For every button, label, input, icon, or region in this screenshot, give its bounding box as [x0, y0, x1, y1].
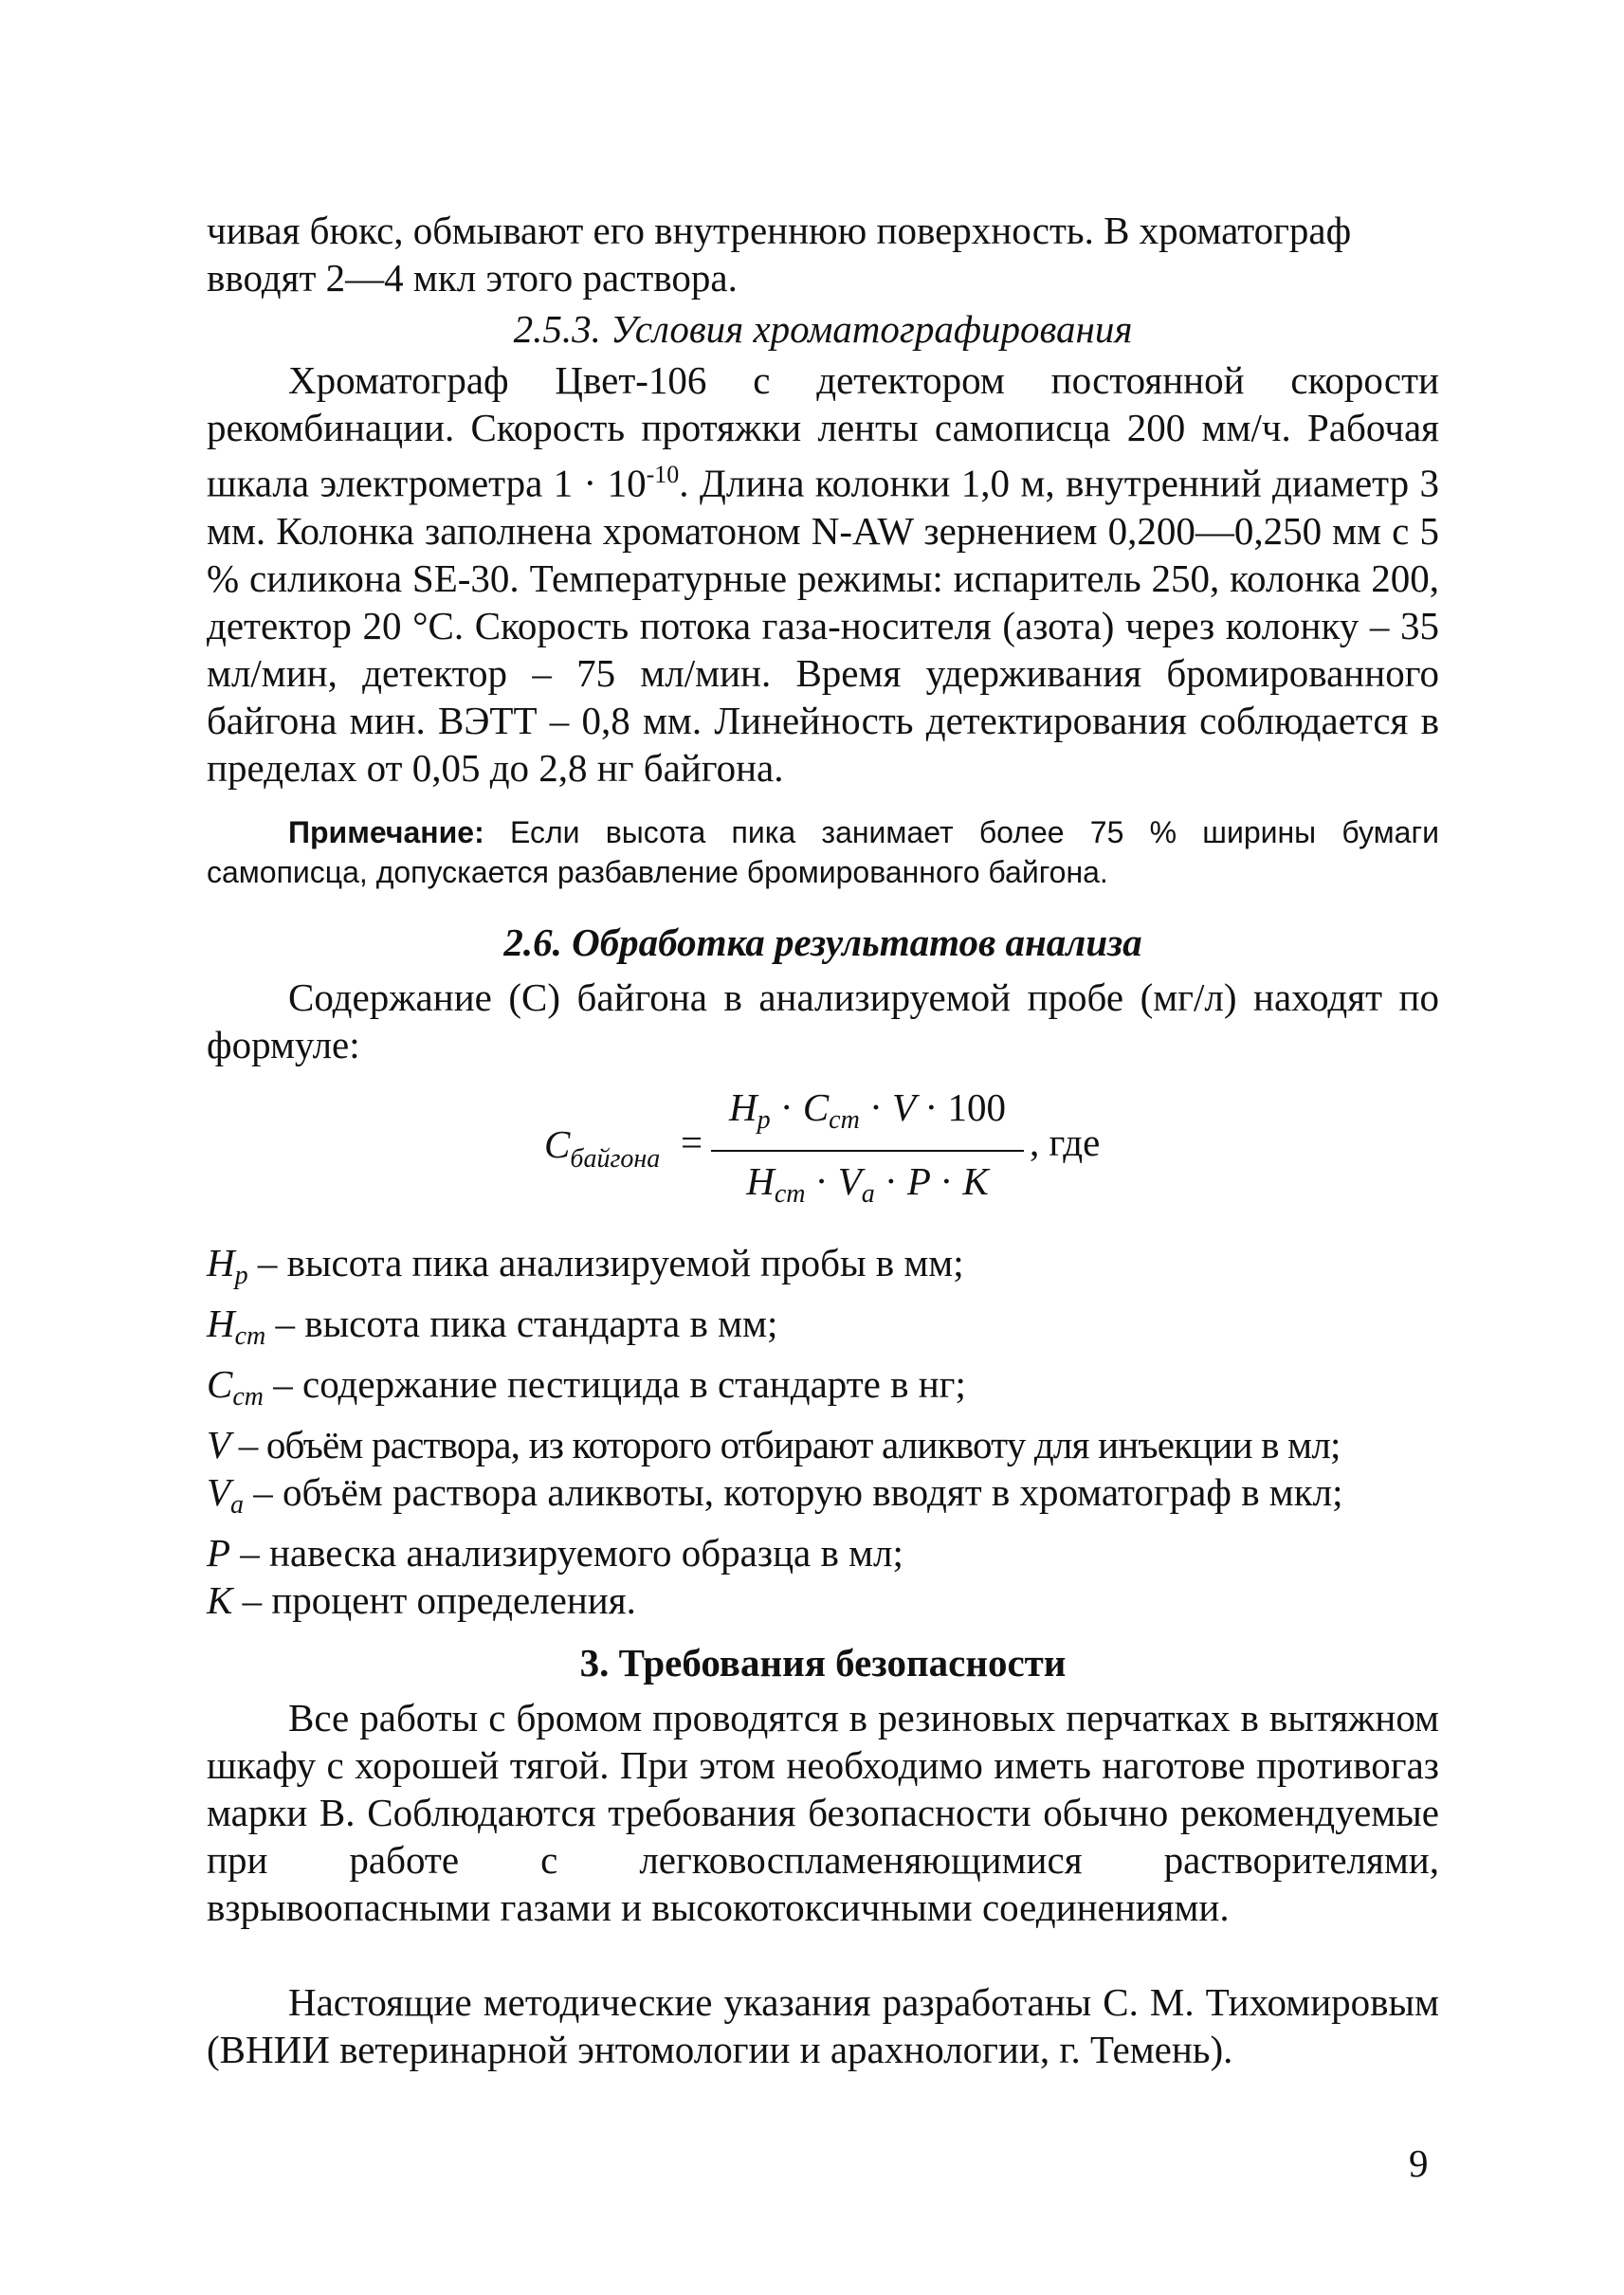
page-number: 9: [1409, 2141, 1429, 2185]
formula-tail: , где: [1030, 1120, 1101, 1164]
dot-5: ·: [884, 1158, 898, 1203]
legend-item: [207, 1576, 1439, 1624]
note-text: Если высота пика занимает более 75 % ширины бумаги самописца, допускается разбавление бромированного байгона.: [207, 814, 1440, 889]
section-3-body: Все работы с бромом проводятся в резиновых перчатках в вытяжном шкафу с хорошей тягой. При этом необходимо иметь наготове противогаз марки В. Соблюдаются требования безопасности обычно рекомендуемые при работе с легковоспламеняющимися растворителями, взрывоопасными газами и высокотоксичными соединениями.: [207, 1695, 1439, 1929]
legend-text: – объём раствора, из которого отбирают аликвоту для инъекции в мл;: [229, 1422, 1341, 1466]
legend-symbol: K: [207, 1577, 233, 1622]
page-content: [207, 207, 1439, 2073]
num-h: H: [729, 1084, 757, 1129]
formula-numerator: [711, 1082, 1024, 1146]
legend-subscript: p: [234, 1260, 248, 1290]
legend-symbol: H: [207, 1301, 235, 1345]
num-c-sub: ст: [829, 1104, 860, 1135]
legend-symbol: C: [207, 1361, 233, 1406]
num-h-sub: p: [757, 1104, 771, 1135]
legend-text: – объём раствора аликвоты, которую вводят в хроматограф в мкл;: [244, 1469, 1343, 1514]
den-h-sub: ст: [774, 1178, 806, 1209]
section-2-5-3-title: 2.5.3. Условия хроматографирования: [513, 307, 1133, 351]
legend-subscript: ст: [234, 1321, 266, 1351]
den-v: V: [837, 1158, 862, 1203]
note-paragraph: [207, 812, 1439, 892]
formula-lhs: [544, 1121, 660, 1175]
num-const: 100: [947, 1084, 1006, 1129]
authors-paragraph: Настоящие методические указания разработаны С. М. Тихомировым (ВНИИ ветеринарной энтомологии и арахнологии, г. Темень).: [207, 1979, 1439, 2071]
section-2-6-title: 2.6. Обработка результатов анализа: [503, 920, 1142, 964]
formula-denominator: [711, 1156, 1024, 1220]
legend-item: [207, 1239, 1439, 1300]
legend-text: – высота пика стандарта в мм;: [265, 1301, 778, 1345]
legend-text: – процент определения.: [232, 1577, 636, 1622]
intro-line-2: вводят 2—4 мкл этого раствора.: [207, 256, 738, 300]
dot-2: ·: [869, 1084, 883, 1129]
note-label: Примечание:: [288, 814, 484, 849]
legend-item: [207, 1529, 1439, 1576]
dot-4: ·: [814, 1158, 829, 1203]
legend-text: – навеска анализируемого образца в мл;: [230, 1530, 903, 1575]
intro-paragraph: [207, 207, 1439, 301]
legend-item: [207, 1360, 1439, 1421]
formula: [207, 1082, 1439, 1224]
den-k: K: [962, 1158, 989, 1203]
legend-symbol: V: [207, 1469, 231, 1514]
legend-text: – содержание пестицида в стандарте в нг;: [264, 1361, 966, 1406]
legend-text: – высота пика анализируемой пробы в мм;: [247, 1240, 964, 1284]
exponent: -10: [646, 461, 680, 488]
legend-item: [207, 1468, 1439, 1529]
num-c: C: [802, 1084, 830, 1129]
legend-symbol: H: [207, 1240, 235, 1284]
section-2-5-3-body: [207, 356, 1439, 792]
legend-subscript: ст: [232, 1381, 265, 1412]
spacer: [207, 1931, 1439, 1978]
formula-lhs-subscript: байгона: [570, 1143, 661, 1174]
legend-subscript: a: [230, 1489, 245, 1520]
num-v: V: [891, 1084, 916, 1129]
section-2-6-intro: Содержание (С) байгона в анализируемой пробе (мг/л) находят по формуле:: [207, 974, 1439, 1066]
section-2-5-3-body-start: Хроматограф Цвет-106 с детектором постоянной скорости рекомбинации. Скорость протяжки ленты самописца 200 мм/ч. Рабочая шкала электрометра 1 · 10: [207, 358, 1439, 505]
formula-legend: [207, 1239, 1439, 1624]
dot-3: ·: [924, 1084, 939, 1129]
dot-6: ·: [940, 1158, 954, 1203]
den-p: P: [906, 1158, 931, 1203]
legend-symbol: P: [207, 1530, 231, 1575]
formula-fraction: [711, 1082, 1024, 1220]
formula-equals: =: [681, 1120, 703, 1164]
den-v-sub: a: [861, 1178, 875, 1209]
legend-symbol: V: [207, 1422, 230, 1466]
section-2-5-3-body-cont: . Длина колонки 1,0 м, внутренний диаметр 3 мм. Колонка заполнена хроматоном N-AW зернением 0,200—0,250 мм с 5 % силикона SE-30. Температурные режимы: испаритель 250, колонка 200, детектор 20 °С. Скорость потока газа-носителя (азота) через колонку – 35 мл/мин, детектор – 75 мл/мин. Время удерживания бромированного байгона мин. ВЭТТ – 0,8 мм. Линейность детектирования соблюдается в пределах от 0,05 до 2,8 нг байгона.: [207, 461, 1439, 790]
intro-line-1: чивая бюкс, обмывают его внутреннюю поверхность. В хроматограф: [207, 209, 1352, 252]
fraction-bar: [711, 1150, 1024, 1152]
section-3-title: 3. Требования безопасности: [579, 1640, 1067, 1685]
legend-item: [207, 1421, 1439, 1468]
formula-lhs-symbol: C: [544, 1121, 571, 1166]
dot-1: ·: [779, 1084, 794, 1129]
den-h: H: [746, 1158, 775, 1203]
legend-item: [207, 1300, 1439, 1360]
